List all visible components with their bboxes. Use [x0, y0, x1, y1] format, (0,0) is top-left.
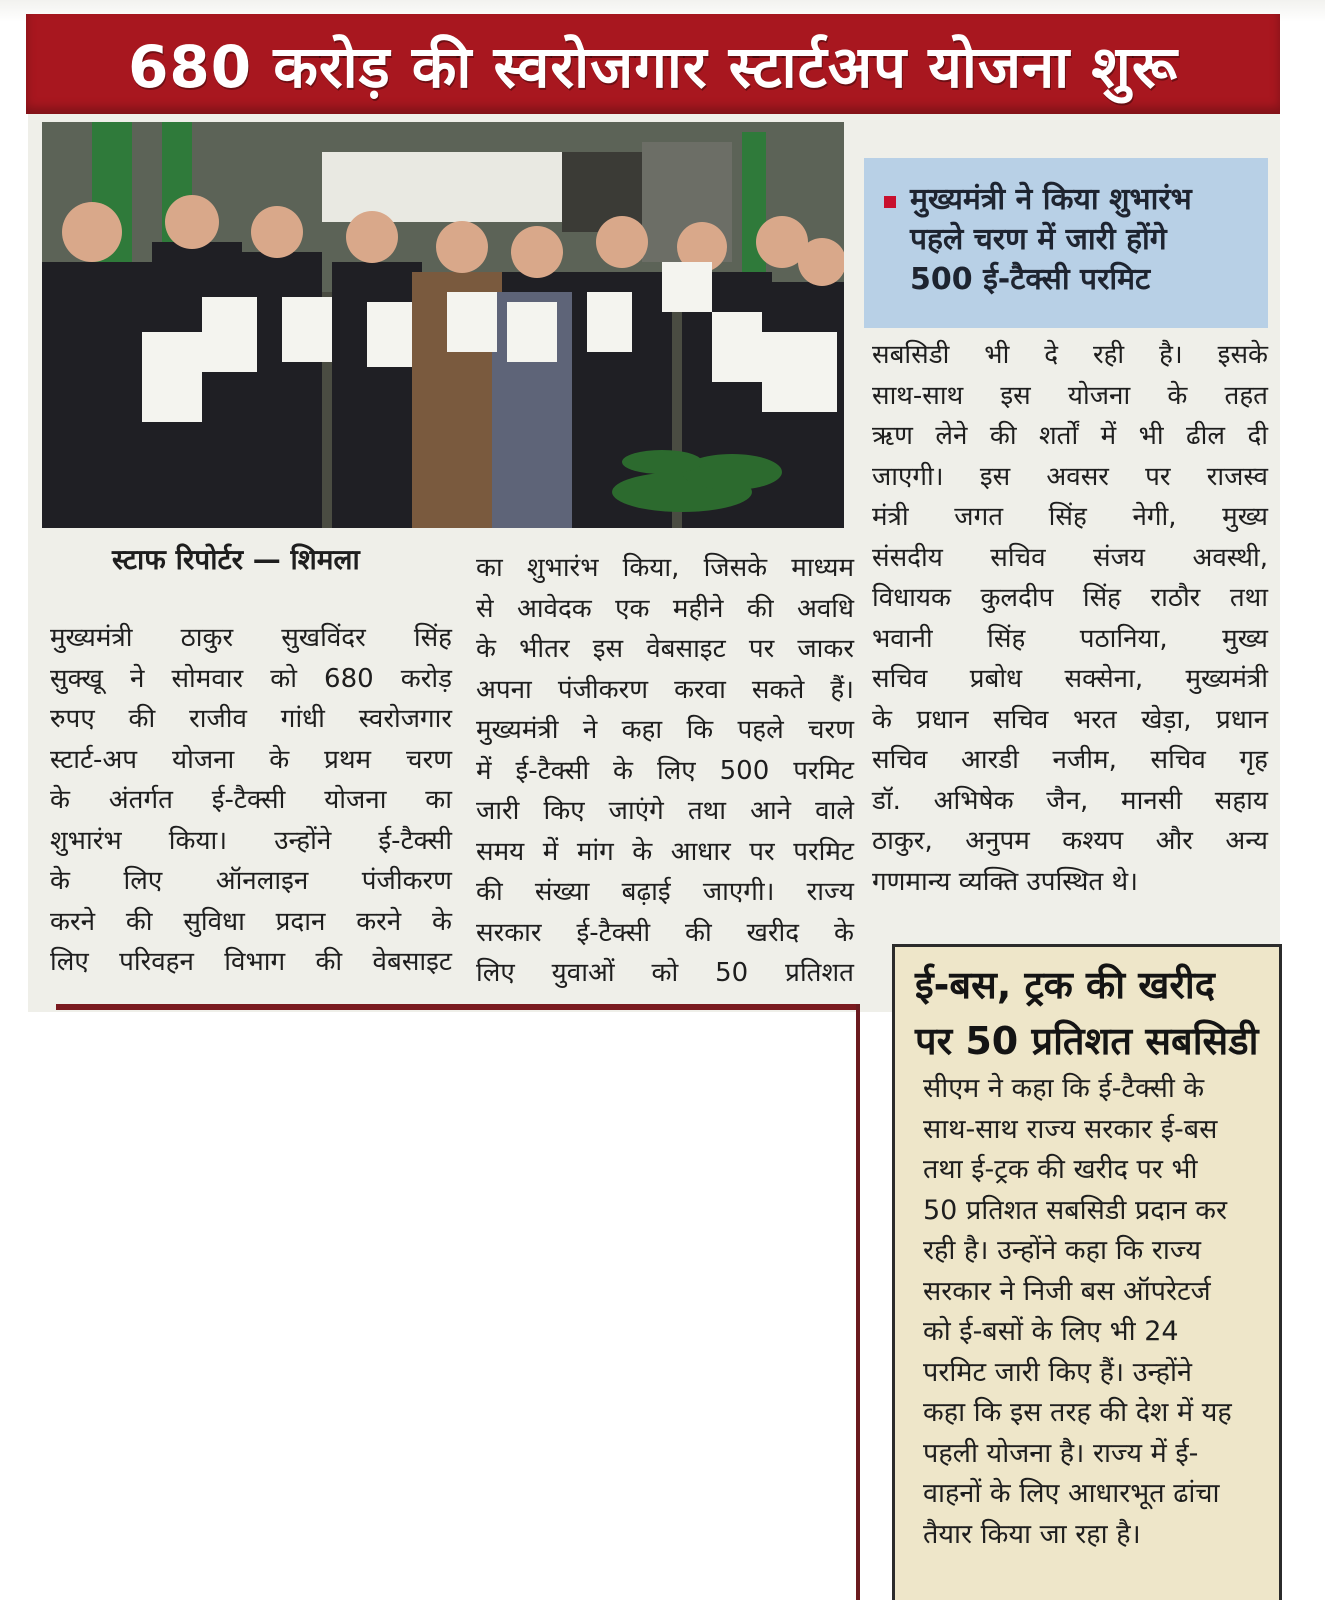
deck-line [882, 180, 1250, 220]
text-line: के लिए ऑनलाइन पंजीकरण [50, 866, 452, 896]
text-line: सबसिडी भी दे रही है। इसके [872, 340, 1268, 370]
deck-text: पहले चरण में जारी होंगे [910, 222, 1167, 257]
text-line: सुक्खू ने सोमवार को 680 करोड़ [50, 663, 452, 694]
text-line: समय में मांग के आधार पर परमिट [476, 836, 854, 867]
text-line: साथ-साथ इस योजना के तहत [872, 380, 1268, 411]
sidebar-headline [915, 957, 1258, 1069]
deck-line [882, 260, 1250, 300]
deck-line [882, 220, 1250, 260]
text-line: साथ-साथ राज्य सरकार ई-बस [923, 1113, 1218, 1145]
text-line: तथा ई-ट्रक की खरीद पर भी [923, 1154, 1198, 1185]
article-column-1 [50, 618, 452, 983]
text-line: अपना पंजीकरण करवा सकते हैं। [476, 674, 854, 705]
text-line: गणमान्य व्यक्ति उपस्थित थे। [872, 866, 1138, 897]
text-line: वाहनों के लिए आधारभूत ढांचा [923, 1478, 1220, 1509]
text-line: तैयार किया जा रहा है। [923, 1518, 1141, 1550]
text-line: मुख्यमंत्री ने कहा कि पहले चरण [476, 715, 854, 745]
text-line: शुभारंभ किया। उन्होंने ई-टैक्सी [50, 825, 452, 856]
text-line: परमिट जारी किए हैं। उन्होंने [923, 1356, 1192, 1388]
deck-text: 500 ई-टैक्सी परमिट [910, 262, 1151, 297]
text-line: को ई-बसों के लिए भी 24 [923, 1316, 1179, 1347]
text-line: के प्रधान सचिव भरत खेड़ा, प्रधान [872, 704, 1268, 735]
text-line: मंत्री जगत सिंह नेगी, मुख्य [872, 502, 1268, 532]
deck-text: मुख्यमंत्री ने किया शुभारंभ [910, 182, 1192, 217]
text-line: सीएम ने कहा कि ई-टैक्सी के [923, 1073, 1205, 1104]
text-line: स्टार्ट-अप योजना के प्रथम चरण [50, 744, 452, 775]
text-line: ठाकुर, अनुपम कश्यप और अन्य [872, 826, 1268, 856]
bullet-square-icon [884, 196, 896, 208]
text-line: लिए परिवहन विभाग की वेबसाइट [50, 947, 452, 977]
text-line: जारी किए जाएंगे तथा आने वाले [476, 796, 854, 826]
text-line: भवानी सिंह पठानिया, मुख्य [872, 623, 1268, 654]
group-photo-illustration [42, 122, 844, 528]
text-line: रही है। उन्होंने कहा कि राज्य [923, 1235, 1201, 1266]
text-line: सचिव आरडी नजीम, सचिव गृह [872, 745, 1268, 775]
text-line: कहा कि इस तरह की देश में यह [923, 1397, 1232, 1428]
headline-band [26, 14, 1280, 114]
text-line: संसदीय सचिव संजय अवस्थी, [872, 542, 1268, 573]
text-line: लिए युवाओं को 50 प्रतिशत [476, 958, 854, 988]
column-rule-horizontal [56, 1004, 860, 1010]
event-photo [42, 122, 844, 528]
text-line: सरकार ने निजी बस ऑपरेटर्ज [923, 1275, 1211, 1307]
headline: 680 करोड़ की स्वरोजगार स्टार्टअप योजना शुरू [128, 32, 1178, 101]
text-line: डॉ. अभिषेक जैन, मानसी सहाय [872, 785, 1268, 816]
text-line: करने की सुविधा प्रदान करने के [50, 906, 452, 937]
article-column-2 [476, 548, 854, 994]
sidebar-box [892, 944, 1282, 1600]
text-line: का शुभारंभ किया, जिसके माध्यम [476, 553, 854, 583]
text-line: के भीतर इस वेबसाइट पर जाकर [476, 634, 854, 664]
text-line: के अंतर्गत ई-टैक्सी योजना का [50, 785, 452, 815]
text-line: मुख्यमंत्री ठाकुर सुखविंदर सिंह [50, 623, 452, 653]
byline: स्टाफ रिपोर्टर — शिमला [112, 543, 360, 576]
text-line: सचिव प्रबोध सक्सेना, मुख्यमंत्री [872, 664, 1268, 694]
text-line: सरकार ई-टैक्सी की खरीद के [476, 917, 854, 948]
article-column-3 [872, 335, 1268, 902]
text-line: रुपए की राजीव गांधी स्वरोजगार [50, 704, 452, 734]
text-line: में ई-टैक्सी के लिए 500 परमिट [476, 755, 854, 786]
sidebar-body [923, 1069, 1232, 1555]
text-line: ऋण लेने की शर्तों में भी ढील दी [872, 421, 1268, 451]
column-rule-vertical [856, 1004, 860, 1600]
deck-box [864, 158, 1268, 328]
text-line: से आवेदक एक महीने की अवधि [476, 593, 854, 624]
text-line: की संख्या बढ़ाई जाएगी। राज्य [476, 877, 854, 907]
text-line: पहली योजना है। राज्य में ई- [923, 1437, 1199, 1469]
sidebar-headline-line: पर 50 प्रतिशत सबसिडी [915, 1019, 1259, 1063]
text-line: विधायक कुलदीप सिंह राठौर तथा [872, 583, 1268, 613]
text-line: 50 प्रतिशत सबसिडी प्रदान कर [923, 1194, 1227, 1226]
sidebar-headline-line: ई-बस, ट्रक की खरीद [915, 963, 1215, 1007]
text-line: जाएगी। इस अवसर पर राजस्व [872, 461, 1268, 492]
